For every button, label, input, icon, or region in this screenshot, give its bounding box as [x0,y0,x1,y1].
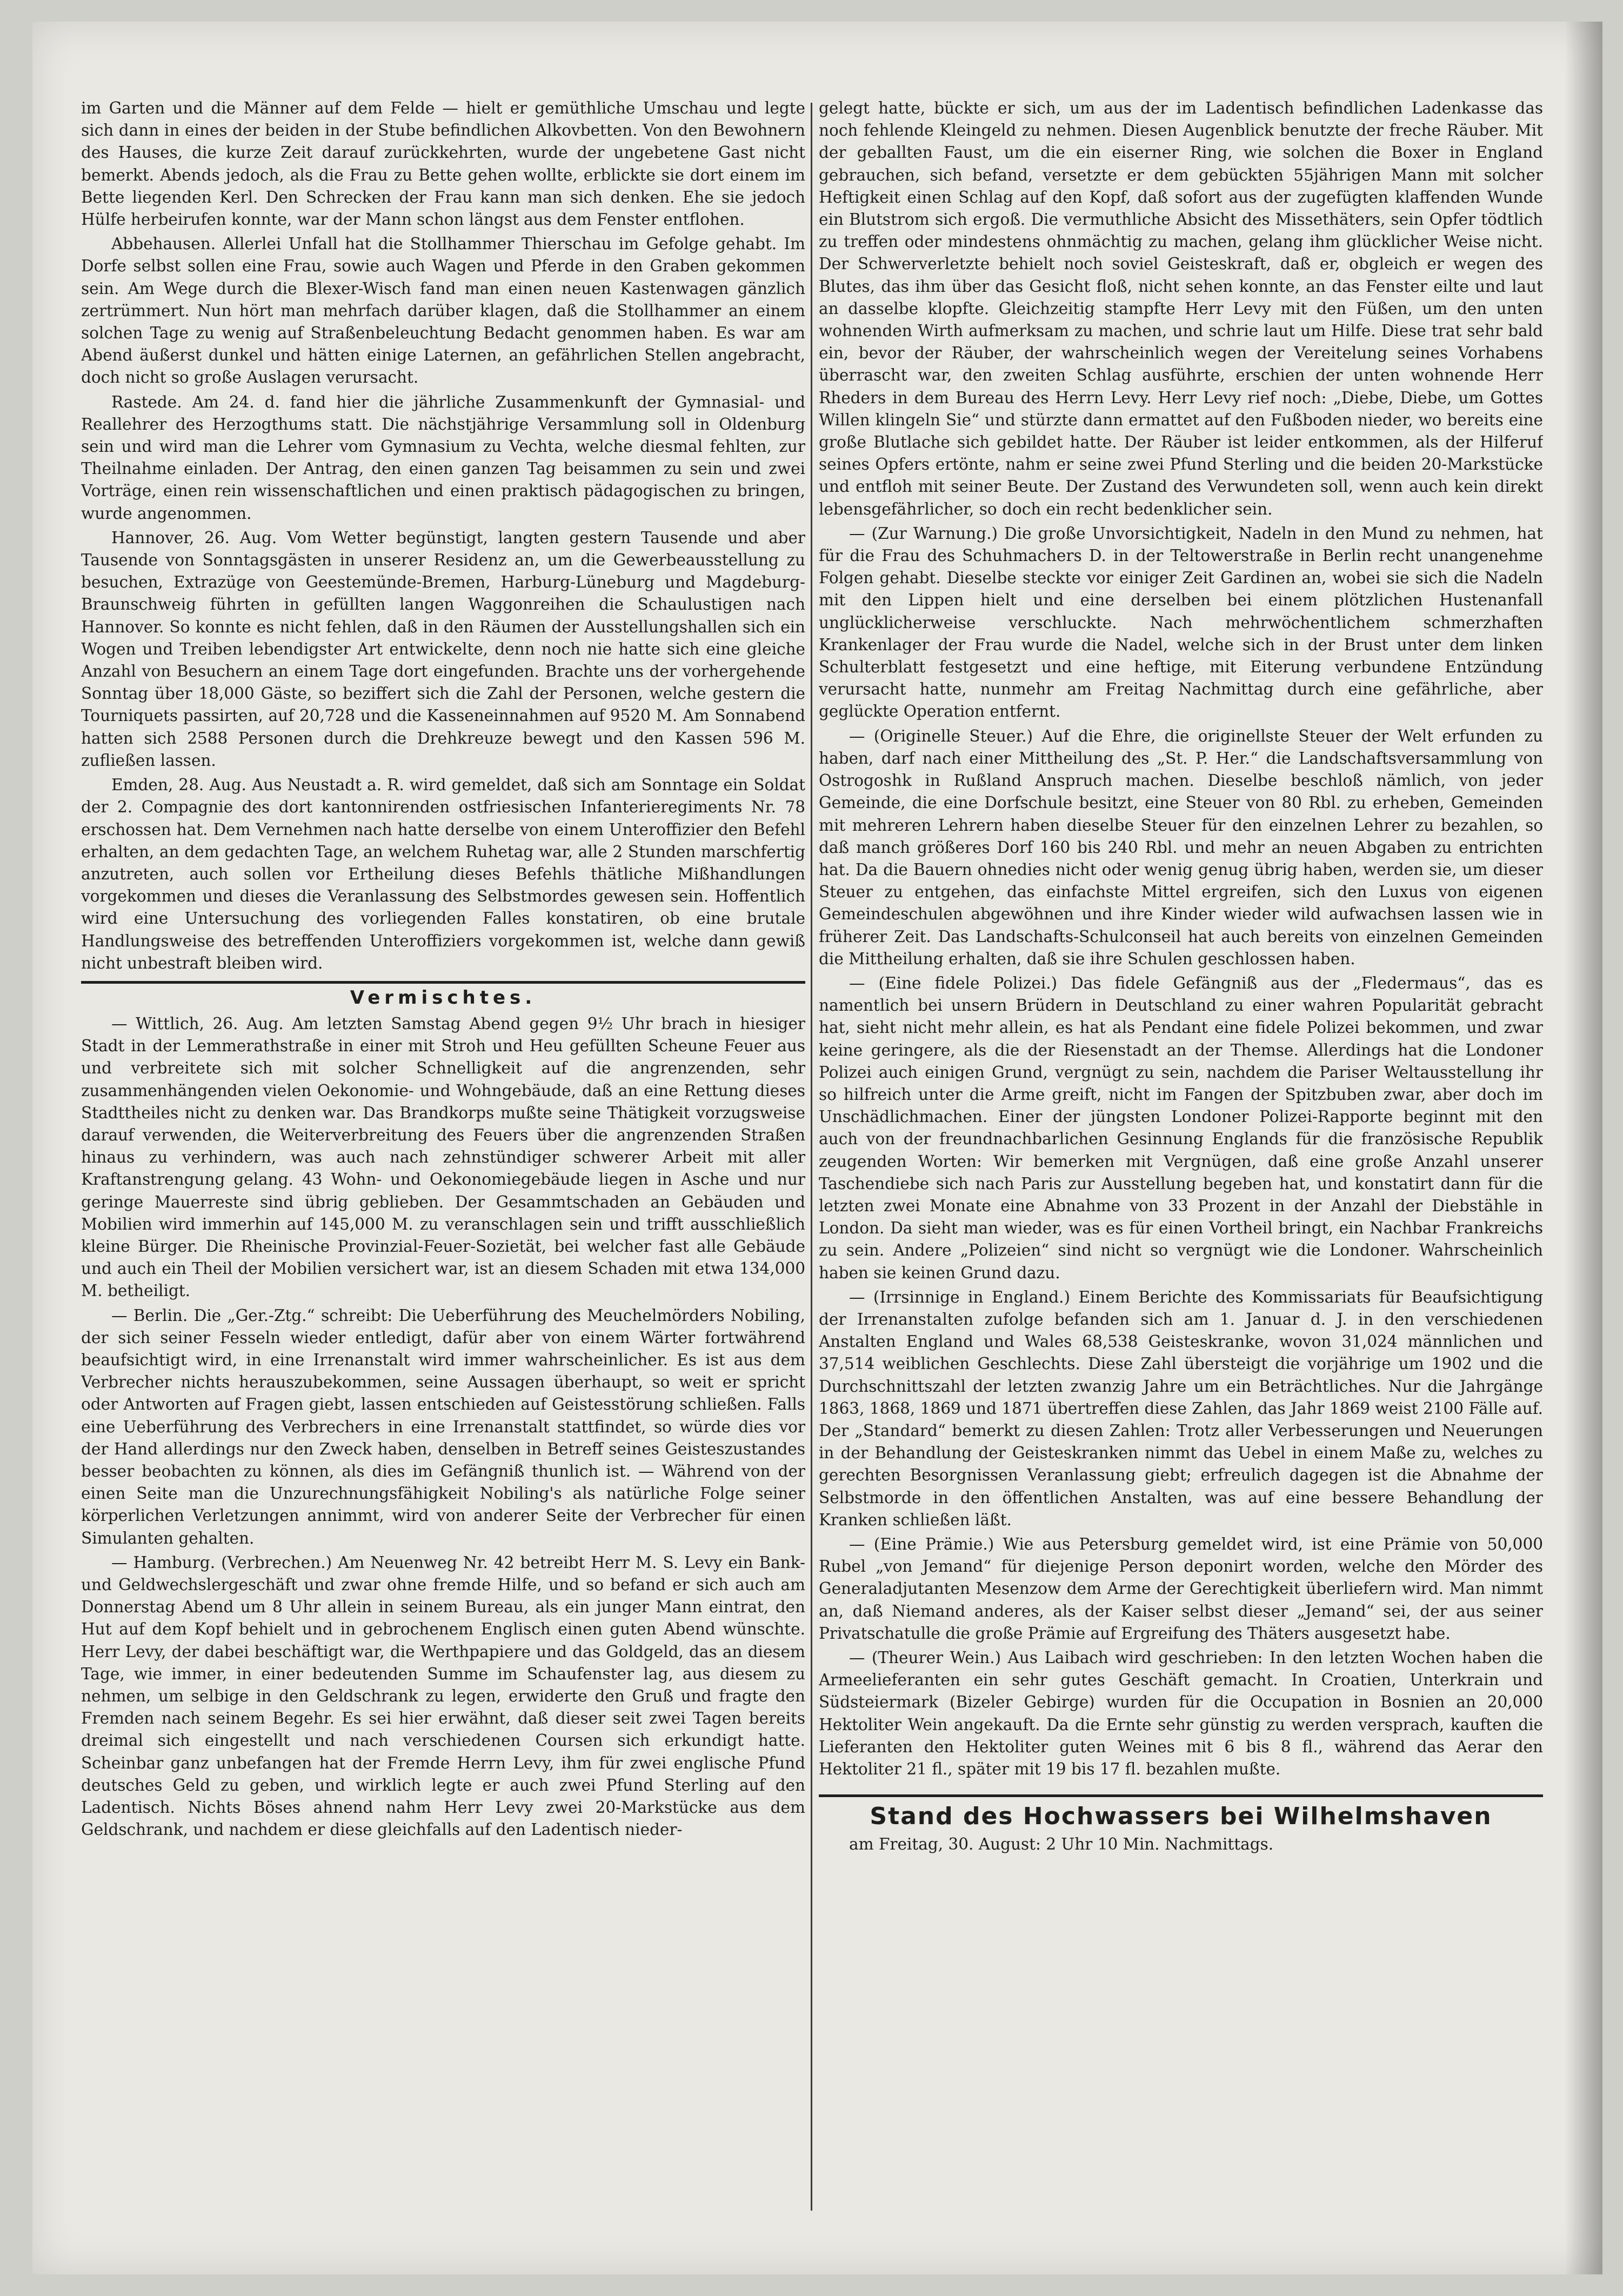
column-divider [811,103,812,2211]
article-zur-warnung: — (Zur Warnung.) Die große Unvorsichtigkeit, Nadeln in den Mund zu nehmen, hat für die Frau des Schuhmachers D. in der Teltowerstraße in Berlin recht unangenehme Folgen gehabt. Dieselbe steckte vor einiger Zeit Gardinen an, wobei sie sich die Nadeln mit den Lippen hielt und eine derselben bei einem plötzlichen Hustenanfall unglücklicherweise verschluckte. Nach mehrwöchentlichem schmerzhaften Krankenlager der Frau wurde die Nadel, welche sich in der Brust unter dem linken Schulterblatt festgesetzt und eine heftige, mit Eiterung verbundene Entzündung verursacht hatte, nunmehr am Freitag Nachmittag durch eine gefährliche, aber geglückte Operation entfernt. [819,524,1543,721]
left-column [81,97,805,2232]
section-title: Vermischtes. [81,981,805,1009]
article-hamburg: — Hamburg. (Verbrechen.) Am Neuenweg Nr. 42 betreibt Herr M. S. Levy ein Bank- und Geldwechslergeschäft und zwar ohne fremde Hilfe, und so befand er sich auch am Donnerstag Abend um 8 Uhr allein in seinem Bureau, als ein junger Mann eintrat, den Hut auf dem Kopf behielt und in gebrochenem Englisch einen guten Abend wünschte. Herr Levy, der dabei beschäftigt war, die Werthpapiere und das Goldgeld, das an diesem Tage, wie immer, in einer bedeutenden Summe im Schaufenster lag, aus diesem zu nehmen, um selbige in den Geldschrank zu legen, erwiderte den Gruß und fragte den Fremden nach seinem Begehr. Es sei hier erwähnt, daß dieser seit zwei Tagen bereits dreimal sich eingestellt und nach verschiedenen Coursen sich erkundigt hatte. Scheinbar ganz unbefangen hat der Fremde Herrn Levy, ihm für zwei englische Pfund deutsches Geld zu geben, und wirklich legte er auch zwei Pfund Sterling auf den Ladentisch. Nichts Böses ahnend nahm Herr Levy zwei 20-Markstücke aus dem Geldschrank, und nachdem er diese gleichfalls auf den Ladentisch nieder- [81,1553,805,1839]
article-wittlich: — Wittlich, 26. Aug. Am letzten Samstag Abend gegen 9½ Uhr brach in hiesiger Stadt in der Lemmerathstraße in einer mit Stroh und Heu gefüllten Scheune Feuer aus und verbreitete sich mit solcher Schnelligkeit auf die angrenzenden, sehr zusammenhängenden vielen Oekonomie- und Wohngebäude, daß an eine Rettung dieses Stadttheiles nicht zu denken war. Das Brandkorps mußte seine Thätigkeit vorzugsweise darauf verwenden, die Weiterverbreitung des Feuers über die angrenzenden Straßen hinaus zu verhindern, was auch nach zehnstündiger schwerer Arbeit mit aller Kraftanstrengung gelang. 43 Wohn- und Oekonomiegebäude liegen in Asche und nur geringe Mauerreste sind übrig geblieben. Der Gesammtschaden an Gebäuden und Mobilien wird immerhin auf 145,000 M. zu veranschlagen sein und trifft ausschließlich kleine Bürger. Die Rheinische Provinzial-Feuer-Sozietät, bei welcher fast alle Gebäude und auch ein Theil der Mobilien versichert war, ist an diesem Schaden mit etwa 134,000 M. betheiligt. [81,1014,805,1300]
page-edge-shadow [1565,22,1602,2274]
article-hannover: Hannover, 26. Aug. Vom Wetter begünstigt, langten gestern Tausende und aber Tausende von Sonntagsgästen in unserer Residenz an, um die Gewerbeausstellung zu besuchen, Extrazüge von Geestemünde-Bremen, Harburg-Lüneburg und Magdeburg-Braunschweig führten in gefüllten langen Waggonreihen die Schaulustigen nach Hannover. So konnte es nicht fehlen, daß in den Räumen der Ausstellungshallen sich ein Wogen und Treiben lebendigster Art entwickelte, denn noch nie hatte sich eine gleiche Anzahl von Besuchern an einem Tage dort eingefunden. Brachte uns der vorhergehende Sonntag über 18,000 Gäste, so beziffert sich die Zahl der Personen, welche gestern die Tourniquets passirten, auf 20,728 und die Kasseneinnahmen auf 9520 M. Am Sonnabend hatten sich 2588 Personen durch die Drehkreuze bewegt und den Kassen 596 M. zufließen lassen. [81,528,805,770]
right-column [819,97,1543,2232]
article-fidele-polizei: — (Eine fidele Polizei.) Das fidele Gefängniß aus der „Fledermaus“, das es namentlich bei unsern Brüdern in Deutschland zu einer wahren Popularität gebracht hat, sieht nicht mehr allein, es hat als Pendant eine fidele Polizei bekommen, und zwar keine geringere, als die der Riesenstadt an der Themse. Allerdings hat die Londoner Polizei auch einigen Grund, vergnügt zu sein, nachdem die Pariser Weltausstellung ihr so hilfreich unter die Arme greift, nicht im Fangen der Spitzbuben zwar, aber doch im Unschädlichmachen. Einer der jüngsten Londoner Polizei-Rapporte beginnt mit den auch von der freundnachbarlichen Gesinnung Englands für die französische Republik zeugenden Worten: Wir bemerken mit Vergnügen, daß eine große Anzahl unserer Taschendiebe sich nach Paris zur Ausstellung begeben hat, und konstatirt dann für die letzten zwei Monate eine Abnahme von 33 Prozent in der Anzahl der Diebstähle in London. Da sieht man wieder, was es für einen Vortheil bringt, ein Nachbar Frankreichs zu sein. Andere „Polizeien“ sind nicht so vergnügt wie die Londoner. Wahrscheinlich haben sie keinen Grund dazu. [819,973,1543,1282]
article-praemie: — (Eine Prämie.) Wie aus Petersburg gemeldet wird, ist eine Prämie von 50,000 Rubel „von Jemand“ für diejenige Person deponirt worden, welche den Mörder des Generaladjutanten Mesenzow dem Arme der Gerechtigkeit überliefern wird. Man nimmt an, daß Niemand anderes, als der Kaiser selbst dieser „Jemand“ sei, der aus seiner Privatschatulle die große Prämie auf Ergreifung des Thäters ausgesetzt habe. [819,1535,1543,1643]
article-rastede: Rastede. Am 24. d. fand hier die jährliche Zusammenkunft der Gymnasial- und Reallehrer des Herzogthums statt. Die nächstjährige Versammlung soll in Oldenburg sein und wird man die Lehrer vom Gymnasium zu Vechta, welche diesmal fehlten, zur Theilnahme einladen. Der Antrag, den einen ganzen Tag beisammen zu sein und zwei Vorträge, einen rein wissenschaftlichen und einen praktisch pädagogischen zu bringen, wurde angenommen. [81,392,805,523]
article-emden: Emden, 28. Aug. Aus Neustadt a. R. wird gemeldet, daß sich am Sonntage ein Soldat der 2. Compagnie des dort kantonnirenden ostfriesischen Infanterieregiments Nr. 78 erschossen hat. Dem Vernehmen nach hatte derselbe von einem Unteroffizier den Befehl erhalten, an dem gedachten Tage, an welchem Ruhetag war, alle 2 Stunden marschfertig anzutreten, auch sollen vor Ertheilung dieses Befehls thätliche Mißhandlungen vorgekommen und dieses die Veranlassung des Selbstmordes gewesen sein. Hoffentlich wird eine Untersuchung des vorliegenden Falles konstatiren, ob eine brutale Handlungsweise des betreffenden Unteroffiziers vorgekommen ist, welche dann gewiß nicht unbestraft bleiben wird. [81,776,805,972]
tide-notice-time: am Freitag, 30. August: 2 Uhr 10 Min. Nachmittags. [849,1835,1274,1854]
article-theurer-wein: — (Theurer Wein.) Aus Laibach wird geschrieben: In den letzten Wochen haben die Armeelieferanten ein sehr gutes Geschäft gemacht. In Croatien, Unterkrain und Südsteiermark (Bizeler Gebirge) wurden für die Occupation in Bosnien an 20,000 Hektoliter Wein angekauft. Da die Ernte sehr günstig zu werden versprach, kauften die Lieferanten den Hektoliter guten Weines mit 6 bis 8 fl., während das Aerar den Hektoliter 21 fl., später mit 19 bis 17 fl. bezahlen mußte. [819,1648,1543,1779]
article-originelle-steuer: — (Originelle Steuer.) Auf die Ehre, die originellste Steuer der Welt erfunden zu haben, darf nach einer Mittheilung des „St. P. Her.“ die Landschaftsversammlung von Ostrogoshk in Rußland Anspruch machen. Dieselbe beschloß nämlich, von jeder Gemeinde, die eine Dorfschule besitzt, eine Steuer von 80 Rbl. zu erheben, Gemeinden mit mehreren Lehrern haben dieselbe Steuer für den einzelnen Lehrer zu bezahlen, so daß manch größeres Dorf 160 bis 240 Rbl. und mehr an neuen Abgaben zu entrichten hat. Da die Bauern ohnedies nicht oder wenig genug übrig haben, werden sie, um dieser Steuer zu entgehen, das einfachste Mittel ergreifen, sich den Luxus von eigenen Gemeindeschulen abgewöhnen und ihre Kinder wieder wild aufwachsen lassen wie in früherer Zeit. Das Landschafts-Schulconseil hat auch bereits von einzelnen Gemeinden die Mittheilung erhalten, daß sie ihre Schulen geschlossen haben. [819,726,1543,968]
article-berlin: — Berlin. Die „Ger.-Ztg.“ schreibt: Die Ueberführung des Meuchelmörders Nobiling, der sich seiner Fesseln wieder entledigt, dafür aber von einem Wärter fortwährend beaufsichtigt wird, in eine Irrenanstalt wird immer wahrscheinlicher. Es ist aus dem Verbrecher nichts herauszubekommen, seine Aussagen überhaupt, so weit er spricht oder Antworten auf Fragen giebt, lassen entschieden auf Geistesstörung schließen. Falls eine Ueberführung des Verbrechers in eine Irrenanstalt stattfindet, so würde dies vor der Hand allerdings nur den Zweck haben, denselben in Betreff seines Geisteszustandes besser beobachten zu können, als dies im Gefängniß thunlich ist. — Während von der einen Seite man die Unzurechnungsfähigkeit Nobiling's als natürliche Folge seiner körperlichen Verletzungen annimmt, wird von anderer Seite der Verbrecher für einen Simulanten gehalten. [81,1306,805,1547]
article-irrsinnige-england: — (Irrsinnige in England.) Einem Berichte des Kommissariats für Beaufsichtigung der Irrenanstalten zufolge befanden sich am 1. Januar d. J. in den verschiedenen Anstalten England und Wales 68,538 Geisteskranke, wovon 31,024 männlichen und 37,514 weiblichen Geschlechts. Diese Zahl übersteigt die vorjährige um 1902 und die Durchschnittszahl der letzten zwanzig Jahre um ein Beträchtliches. Nur die Jahrgänge 1863, 1868, 1869 und 1871 übertreffen diese Zahlen, das Jahr 1869 weist 2100 Fälle auf. Der „Standard“ bemerkt zu diesen Zahlen: Trotz aller Verbesserungen und Neuerungen in der Behandlung der Geisteskranken nimmt das Uebel in einem Maße zu, welches zu gerechten Besorgnissen Veranlassung giebt; erfreulich dagegen ist die Abnahme der Selbstmorde in den öffentlichen Anstalten, was auf eine bessere Behandlung der Kranken schließen läßt. [819,1287,1543,1529]
tide-notice-title: Stand des Hochwassers bei Wilhelmshaven [819,1794,1543,1830]
article-hamburg-continued: gelegt hatte, bückte er sich, um aus der im Ladentisch befindlichen Ladenkasse das noch fehlende Kleingeld zu nehmen. Diesen Augenblick benutzte der freche Räuber. Mit der geballten Faust, um die ein eiserner Ring, wie solchen die Boxer in England gebrauchen, sich befand, versetzte er dem gebückten 55jährigen Mann mit solcher Heftigkeit einen Schlag auf den Kopf, daß sofort aus der zugefügten klaffenden Wunde ein Blutstrom sich ergoß. Die vermuthliche Absicht des Missethäters, sein Opfer tödtlich zu treffen oder mindestens ohnmächtig zu machen, gelang ihm glücklicher Weise nicht. Der Schwerverletzte behielt noch soviel Geisteskraft, daß er, obgleich er wegen des Blutes, das ihm über das Gesicht floß, nicht sehen konnte, an das Fenster eilte und laut an dasselbe klopfte. Gleichzeitig stampfte Herr Levy mit den Füßen, um den unten wohnenden Wirth aufmerksam zu machen, und schrie laut um Hilfe. Diese trat sehr bald ein, bevor der Räuber, der wahrscheinlich wegen der Vereitelung seines Vorhabens überrascht war, den zweiten Schlag ausführte, erschien der unten wohnende Herr Rheders in dem Bureau des Herrn Levy. Herr Levy rief noch: „Diebe, Diebe, um Gottes Willen klingeln Sie“ und stürzte dann ermattet auf den Fußboden nieder, wo bereits eine große Blutlache sich gebildet hatte. Der Räuber ist leider entkommen, als der Hilferuf seines Opfers ertönte, nahm er seine zwei Pfund Sterling und die beiden 20-Markstücke und entfloh mit seiner Beute. Der Zustand des Verwundeten soll, wenn auch kein direkt lebensgefährlicher, so doch ein recht bedenklicher sein. [819,99,1543,518]
newspaper-page [32,22,1602,2274]
article-paragraph: im Garten und die Männer auf dem Felde — hielt er gemüthliche Umschau und legte sich dann in eines der beiden in der Stube befindlichen Alkovbetten. Von den Bewohnern des Hauses, die kurze Zeit darauf zurückkehrten, wurde der ungebetene Gast nicht bemerkt. Abends jedoch, als die Frau zu Bette gehen wollte, erblickte sie dort einem im Bette liegenden Kerl. Den Schrecken der Frau kann man sich denken. Ehe sie jedoch Hülfe herbeirufen konnte, war der Mann schon längst aus dem Fenster entflohen. [81,99,805,229]
article-abbehausen: Abbehausen. Allerlei Unfall hat die Stollhammer Thierschau im Gefolge gehabt. Im Dorfe selbst sollen eine Frau, sowie auch Wagen und Pferde in den Graben gekommen sein. Am Wege durch die Blexer-Wisch fand man einen neuen Kastenwagen gänzlich zertrümmert. Nun hört man mehrfach darüber klagen, daß die Stollhammer an einem solchen Tage zu wenig auf Straßenbeleuchtung Bedacht genommen haben. Es war am Abend äußerst dunkel und hätten einige Laternen, an gefährlichen Stellen angebracht, doch nicht so große Auslagen verursacht. [81,235,805,387]
